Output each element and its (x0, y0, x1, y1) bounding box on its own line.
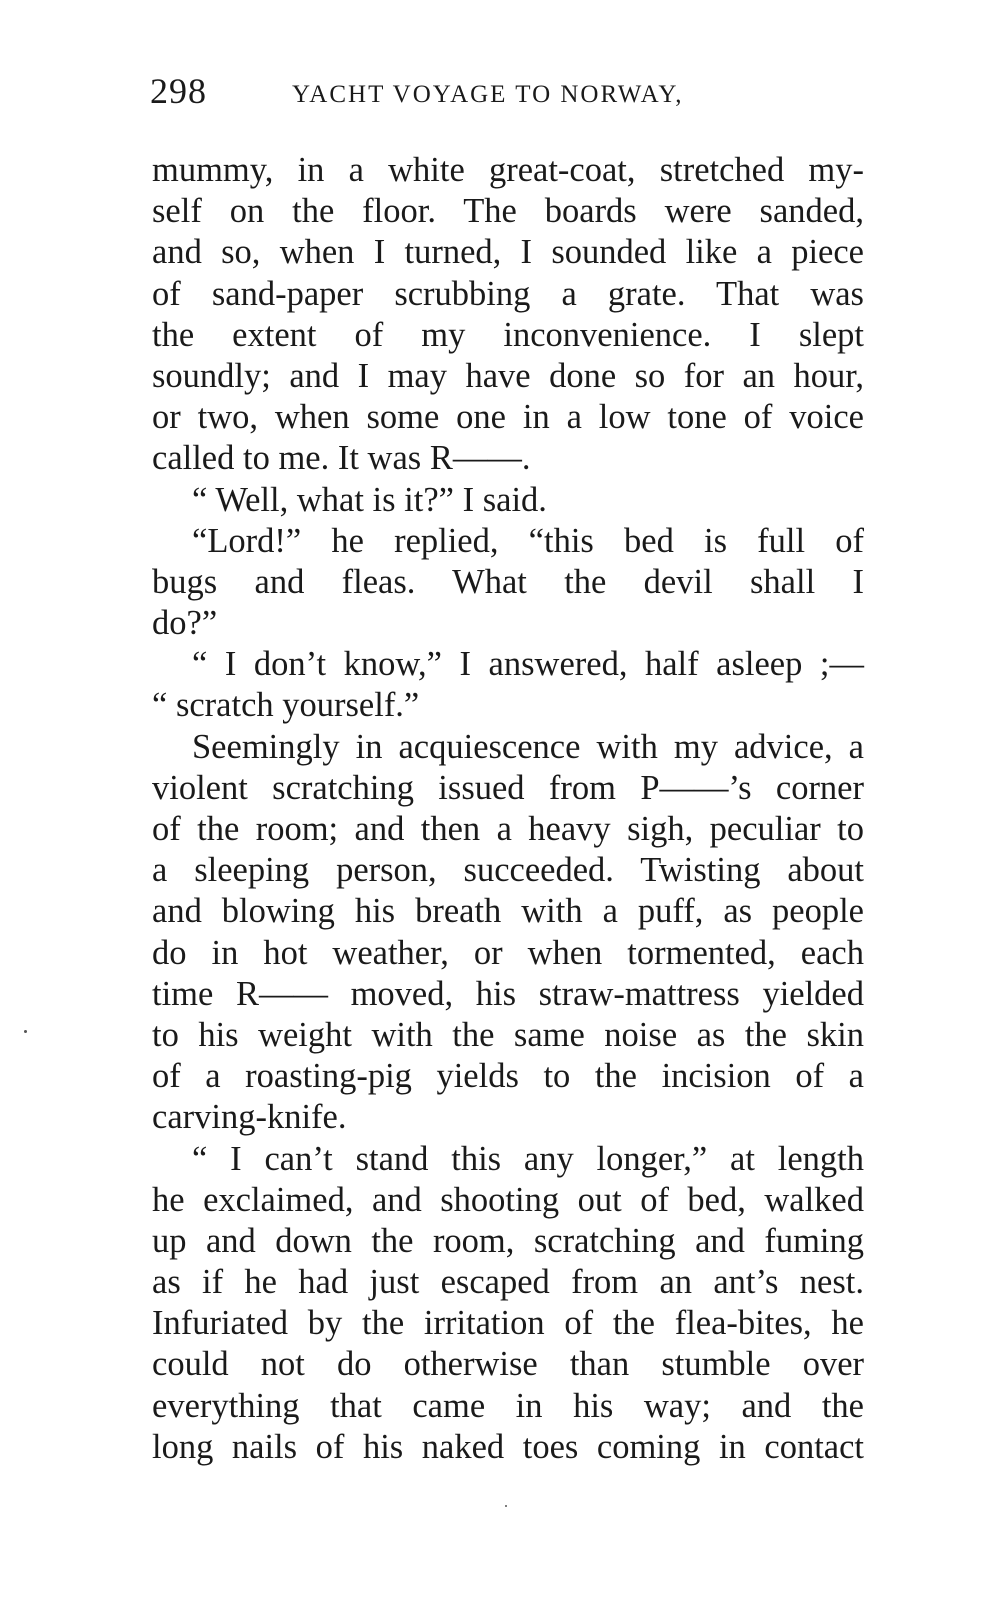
text-line: violent scratching issued from P——’s corner (152, 768, 864, 807)
page-number: 298 (150, 71, 207, 111)
text-line: self on the floor. The boards were sanded, (152, 192, 864, 231)
text-line: carving-knife. (152, 1098, 347, 1137)
text-line: “ I don’t know,” I answered, half asleep ;— (192, 645, 864, 684)
text-line: up and down the room, scratching and fuming (152, 1221, 864, 1260)
text-line: Seemingly in acquiescence with my advice, a (192, 727, 864, 766)
text-line: could not do otherwise than stumble over (152, 1345, 864, 1384)
text-line: or two, when some one in a low tone of voice (152, 398, 864, 437)
text-line: of a roasting-pig yields to the incision of a (152, 1057, 864, 1096)
text-line: long nails of his naked toes coming in contact (152, 1427, 864, 1466)
print-speck (505, 1505, 507, 1507)
text-line: everything that came in his way; and the (152, 1386, 864, 1425)
text-line: do?” (152, 604, 218, 643)
text-line: “Lord!” he replied, “this bed is full of (192, 521, 864, 560)
text-line: Infuriated by the irritation of the flea-bites, he (152, 1304, 864, 1343)
print-speck (24, 1030, 27, 1033)
text-line: he exclaimed, and shooting out of bed, walked (152, 1180, 864, 1219)
text-line: “ Well, what is it?” I said. (192, 480, 547, 519)
text-line: as if he had just escaped from an ant’s nest. (152, 1263, 864, 1302)
text-line: called to me. It was R——. (152, 439, 531, 478)
body-text (152, 150, 864, 1468)
text-line: soundly; and I may have done so for an hour, (152, 356, 864, 395)
running-title: YACHT VOYAGE TO NORWAY, (292, 81, 684, 108)
text-line: the extent of my inconvenience. I slept (152, 315, 864, 354)
text-line: a sleeping person, succeeded. Twisting about (152, 851, 864, 890)
text-line: “ I can’t stand this any longer,” at length (192, 1139, 864, 1178)
text-line: and so, when I turned, I sounded like a piece (152, 233, 864, 272)
text-line: of the room; and then a heavy sigh, peculiar to (152, 810, 864, 848)
text-line: of sand-paper scrubbing a grate. That was (152, 274, 864, 313)
text-line: bugs and fleas. What the devil shall I (152, 562, 864, 601)
text-line: mummy, in a white great-coat, stretched my- (152, 151, 864, 189)
text-line: to his weight with the same noise as the skin (152, 1015, 864, 1054)
text-line: and blowing his breath with a puff, as people (152, 892, 864, 931)
running-head (150, 66, 870, 116)
text-line: time R—— moved, his straw-mattress yielded (152, 974, 864, 1013)
text-line: do in hot weather, or when tormented, each (152, 933, 864, 972)
text-line: “ scratch yourself.” (152, 686, 420, 725)
